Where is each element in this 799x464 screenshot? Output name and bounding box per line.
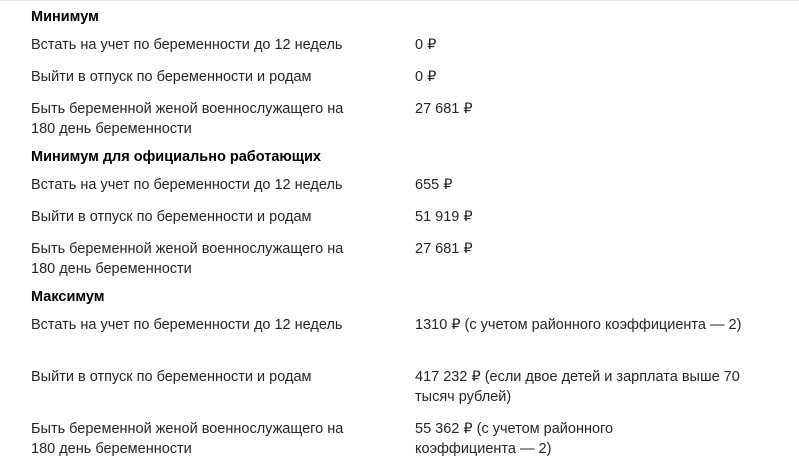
row-value: 55 362 ₽ (с учетом районного коэффициента — 2) <box>415 421 614 457</box>
row-value: 417 232 ₽ (если двое детей и зарплата выше 70 тысяч рублей) <box>415 369 740 405</box>
row-label: Быть беременной женой военнослужащего на 180 день беременности <box>31 101 344 137</box>
row-value: 51 919 ₽ <box>415 209 473 225</box>
row-label: Встать на учет по беременности до 12 недель <box>31 37 343 53</box>
section-title-minimum-employed: Минимум для официально работающих <box>31 149 321 165</box>
row-label: Быть беременной женой военнослужащего на 180 день беременности <box>31 421 344 457</box>
row-value: 27 681 ₽ <box>415 101 473 117</box>
row-label: Выйти в отпуск по беременности и родам <box>31 69 312 85</box>
section-title-maximum: Максимум <box>31 289 105 305</box>
row-label: Встать на учет по беременности до 12 недель <box>31 177 343 193</box>
row-value: 0 ₽ <box>415 37 437 53</box>
row-value: 1310 ₽ (с учетом районного коэффициента — 2) <box>415 317 742 333</box>
section-title-minimum: Минимум <box>31 9 99 25</box>
row-label: Встать на учет по беременности до 12 недель <box>31 317 343 333</box>
row-label: Выйти в отпуск по беременности и родам <box>31 209 312 225</box>
row-label: Быть беременной женой военнослужащего на 180 день беременности <box>31 241 344 277</box>
row-label: Выйти в отпуск по беременности и родам <box>31 369 312 385</box>
row-value: 0 ₽ <box>415 69 437 85</box>
row-value: 27 681 ₽ <box>415 241 473 257</box>
row-value: 655 ₽ <box>415 177 453 193</box>
